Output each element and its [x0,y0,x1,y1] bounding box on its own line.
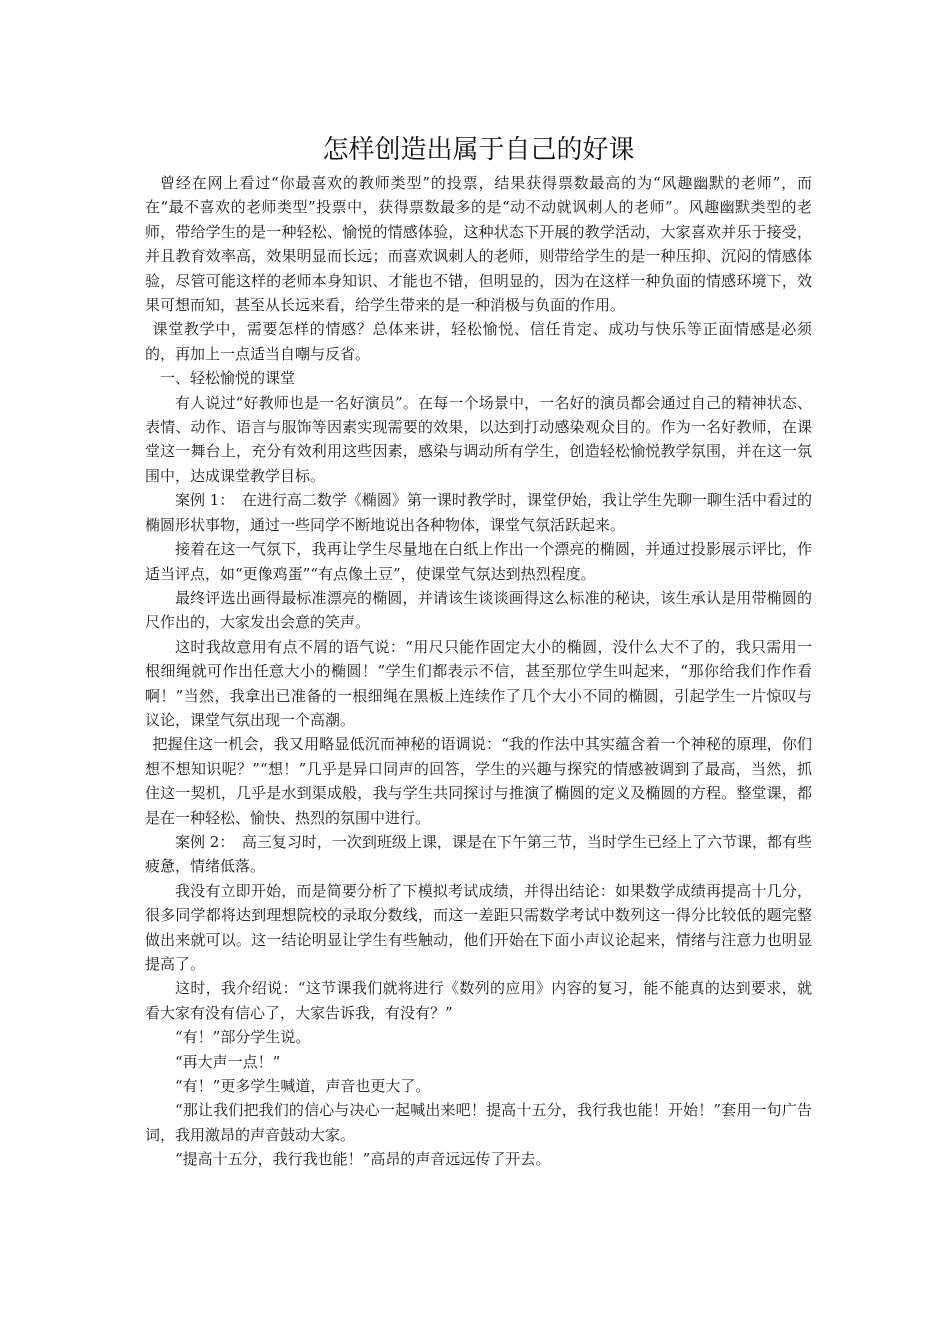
document-title: 怎样创造出属于自己的好课 [322,135,635,165]
paragraph: 把握住这一机会，我又用略显低沉而神秘的语调说：“我的作法中其实蕴含着一个神秘的原理，你们想不想知识呢？”“想！”几乎是异口同声的回答，学生的兴趣与探究的情感被调到了最高，当然，抓住这一契机，几乎是水到渠成般，我与学生共同探讨与推演了椭圆的定义及椭圆的方程。整堂课，都是在一种轻松、愉快、热烈的氛围中进行。 [145,735,812,827]
document-body [145,171,812,1172]
paragraph: 这时我故意用有点不屑的语气说：“用尺只能作固定大小的椭圆，没什么大不了的，我只需用一根细绳就可作出任意大小的椭圆！”学生们都表示不信，甚至那位学生叫起来，“那你给我们作作看啊！”当然，我拿出已准备的一根细绳在黑板上连续作了几个大小不同的椭圆，引起学生一片惊叹与议论，课堂气氛出现一个高潮。 [145,637,812,729]
paragraph: “再大声一点！” [175,1052,281,1071]
paragraph: “那让我们把我们的信心与决心一起喊出来吧！提高十五分，我行我也能！开始！”套用一句广告词，我用激昂的声音鼓动大家。 [145,1101,812,1144]
paragraph: 接着在这一气氛下，我再让学生尽量地在白纸上作出一个漂亮的椭圆，并通过投影展示评比，作适当评点，如“更像鸡蛋”“有点像土豆”，使课堂气氛达到热烈程度。 [145,540,812,583]
paragraph: 曾经在网上看过“你最喜欢的教师类型”的投票，结果获得票数最高的为“风趣幽默的老师”，而在“最不喜欢的老师类型”投票中，获得票数最多的是“动不动就讽刺人的老师”。风趣幽默类型的老师，带给学生的是一种轻松、愉悦的情感体验，这种状态下开展的教学活动，大家喜欢并乐于接受，并且教育效率高，效果明显而长远；而喜欢讽刺人的老师，则带给学生的是一种压抑、沉闷的情感体验，尽管可能这样的老师本身知识、才能也不错，但明显的，因为在这样一种负面的情感环境下，效果可想而知，甚至从长远来看，给学生带来的是一种消极与负面的作用。 [145,174,812,315]
paragraph: “提高十五分，我行我也能！”高昂的声音远远传了开去。 [175,1150,551,1169]
paragraph: 有人说过“好教师也是一名好演员”。在每一个场景中，一名好的演员都会通过自己的精神状态、表情、动作、语言与服饰等因素实现需要的效果，以达到打动感染观众目的。作为一名好教师，在课堂这一舞台上，充分有效利用这些因素，感染与调动所有学生，创造轻松愉悦教学氛围，并在这一氛围中，达成课堂教学目标。 [145,393,812,485]
paragraph: 最终评选出画得最标准漂亮的椭圆，并请该生谈谈画得这么标准的秘诀，该生承认是用带椭圆的尺作出的，大家发出会意的笑声。 [145,588,812,632]
paragraph: 我没有立即开始，而是简要分析了下模拟考试成绩，并得出结论：如果数学成绩再提高十几分，很多同学都将达到理想院校的录取分数线，而这一差距只需数学考试中数列这一得分比较低的题完整做出来就可以。这一结论明显让学生有些触动，他们开始在下面小声议论起来，情绪与注意力也明显提高了。 [145,881,812,973]
paragraph: 一、轻松愉悦的课堂 [160,369,296,388]
paragraph: 案例 1： 在进行高二数学《椭圆》第一课时教学时，课堂伊始，我让学生先聊一聊生活中看过的椭圆形状事物，通过一些同学不断地说出各种物体，课堂气氛活跃起来。 [145,491,812,534]
document-page [145,131,812,1172]
paragraph: 这时，我介绍说：“这节课我们就将进行《数列的应用》内容的复习，能不能真的达到要求，就看大家有没有信心了，大家告诉我，有没有？” [145,979,812,1022]
paragraph: 课堂教学中，需要怎样的情感？总体来讲，轻松愉悦、信任肯定、成功与快乐等正面情感是必须的，再加上一点适当自嘲与反省。 [145,320,812,363]
paragraph: “有！”更多学生喊道，声音也更大了。 [175,1077,431,1096]
paragraph: 案例 2： 高三复习时，一次到班级上课，课是在下午第三节，当时学生已经上了六节课，都有些疲惫，情绪低落。 [145,832,812,876]
paragraph: “有！”部分学生说。 [175,1028,311,1047]
